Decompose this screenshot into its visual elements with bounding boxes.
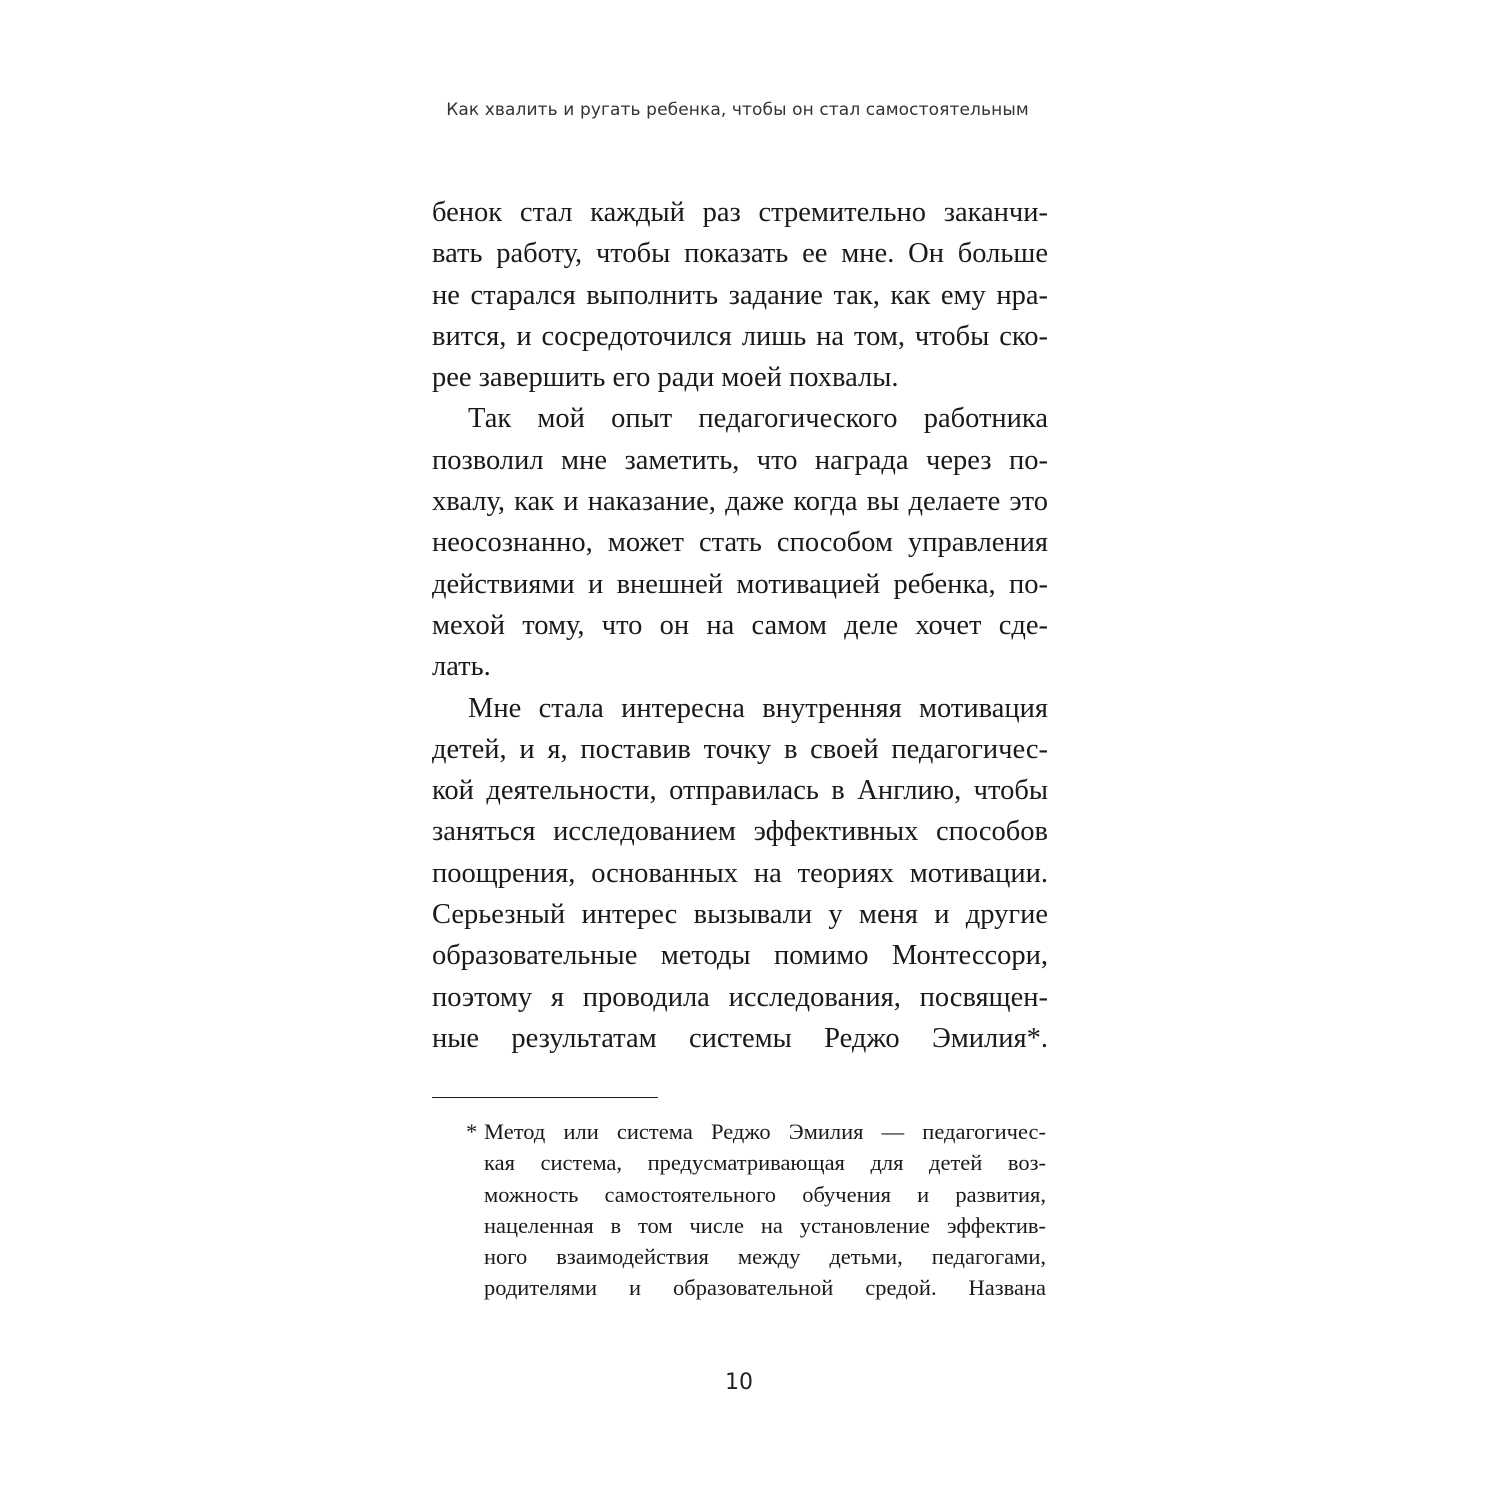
text-line: рее завершить его ради моей похвалы. <box>432 362 899 394</box>
footnote-line: родителями и образовательной средой. Названа <box>484 1275 1046 1301</box>
footnote-line: нацеленная в том числе на установление эффектив- <box>484 1212 1046 1238</box>
footnote-line: ного взаимодействия между детьми, педагогами, <box>484 1244 1046 1270</box>
footnote-line: Метод или система Реджо Эмилия — педагогичес- <box>484 1119 1046 1144</box>
text-line: бенок стал каждый раз стремительно заканчи- <box>432 197 1048 228</box>
footnote-text <box>484 1116 1046 1304</box>
footnote-mark: * <box>466 1119 478 1144</box>
running-head: Как хвалить и ругать ребенка, чтобы он стал самостоятельным <box>446 100 1029 120</box>
text-line: Мне стала интересна внутренняя мотивация <box>468 692 1048 724</box>
footnote-divider <box>432 1097 658 1098</box>
text-line: не старался выполнить задание так, как ему нра- <box>432 279 1048 311</box>
text-line: Так мой опыт педагогического работника <box>468 403 1048 435</box>
text-line: позволил мне заметить, что награда через по- <box>432 444 1048 476</box>
text-line: образовательные методы помимо Монтессори, <box>432 940 1048 972</box>
text-line: ные результатам системы Реджо Эмилия*. <box>432 1022 1048 1054</box>
text-line: Серьезный интерес вызывали у меня и другие <box>432 899 1048 931</box>
text-line: мехой тому, что он на самом деле хочет сде- <box>432 609 1048 641</box>
text-line: лать. <box>432 651 491 683</box>
footnote-line: можность самостоятельного обучения и развития, <box>484 1181 1046 1207</box>
text-line: заняться исследованием эффективных способов <box>432 816 1048 848</box>
text-line: поэтому я проводила исследования, посвящен- <box>432 981 1048 1013</box>
footnote <box>466 1116 1046 1304</box>
footnote-line: кая система, предусматривающая для детей воз- <box>484 1150 1046 1176</box>
text-line: детей, и я, поставив точку в своей педагогичес- <box>432 733 1048 765</box>
page-number: 10 <box>725 1370 753 1395</box>
text-line: неосознанно, может стать способом управления <box>432 527 1048 559</box>
text-line: вится, и сосредоточился лишь на том, чтобы ско- <box>432 320 1048 352</box>
text-line: поощрения, основанных на теориях мотивации. <box>432 857 1048 889</box>
main-text <box>432 192 1048 1059</box>
text-line: хвалу, как и наказание, даже когда вы делаете это <box>432 486 1048 518</box>
text-line: вать работу, чтобы показать ее мне. Он больше <box>432 238 1048 270</box>
text-line: действиями и внешней мотивацией ребенка, по- <box>432 568 1048 600</box>
text-line: кой деятельности, отправилась в Англию, чтобы <box>432 775 1048 807</box>
